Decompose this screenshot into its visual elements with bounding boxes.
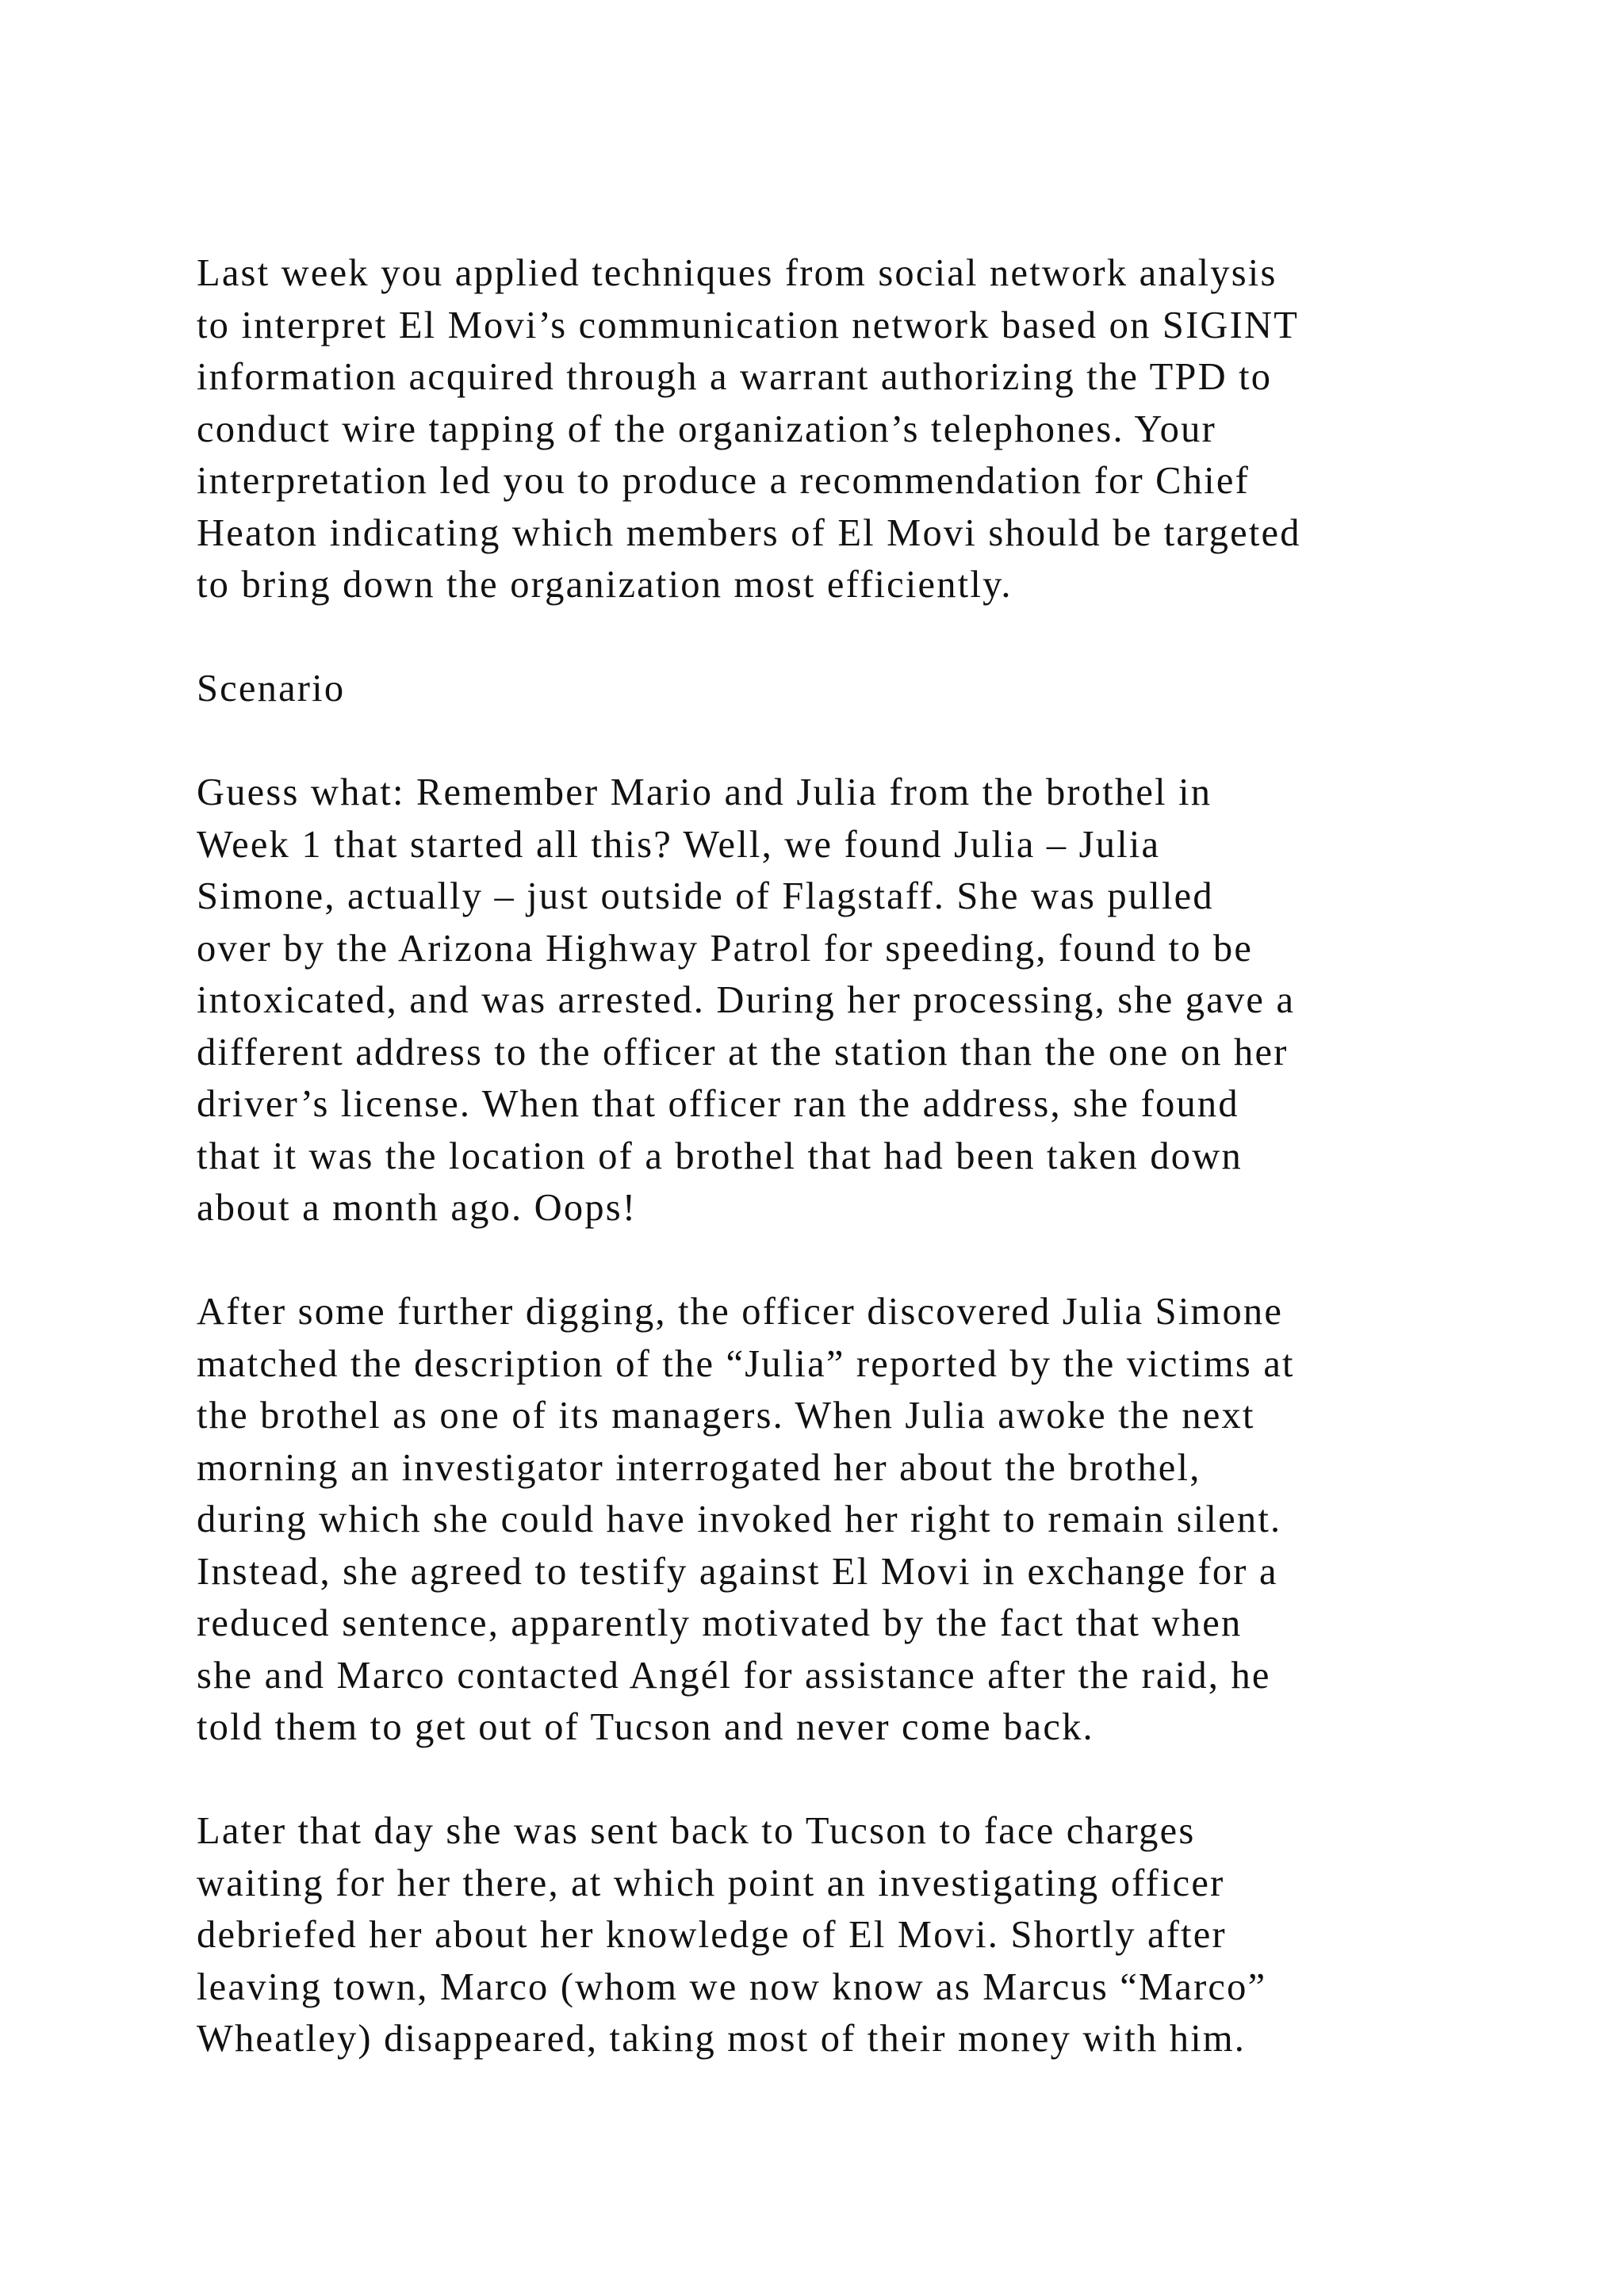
text-line: she and Marco contacted Angél for assistance after the raid, he [197,1654,1271,1697]
text-line: to bring down the organization most efficiently. [197,564,1013,606]
text-line: Guess what: Remember Mario and Julia from the brothel in [197,771,1212,813]
text-line: leaving town, Marco (whom we now know as Marcus “Marco” [197,1965,1267,2008]
text-line: different address to the officer at the station than the one on her [197,1031,1289,1073]
text-line: debriefed her about her knowledge of El Movi. Shortly after [197,1914,1227,1956]
text-line: to interpret El Movi’s communication network based on SIGINT [197,304,1300,346]
text-line: morning an investigator interrogated her about the brothel, [197,1446,1201,1489]
text-line: the brothel as one of its managers. When Julia awoke the next [197,1395,1255,1437]
section-heading-scenario [197,663,1465,715]
paragraph-debrief [197,1805,1465,2065]
text-line: that it was the location of a brothel that had been taken down [197,1135,1243,1177]
text-line: matched the description of the “Julia” reported by the victims at [197,1342,1295,1385]
text-line: intoxicated, and was arrested. During her processing, she gave a [197,979,1296,1021]
text-line: Last week you applied techniques from social network analysis [197,252,1277,294]
text-line: Week 1 that started all this? Well, we found Julia – Julia [197,823,1161,866]
text-line: Heaton indicating which members of El Movi should be targeted [197,511,1301,554]
text-line: Simone, actually – just outside of Flagstaff. She was pulled [197,875,1214,917]
text-line: After some further digging, the officer discovered Julia Simone [197,1291,1284,1333]
text-line: about a month ago. Oops! [197,1187,638,1229]
text-line: over by the Arizona Highway Patrol for speeding, found to be [197,927,1254,970]
text-line: during which she could have invoked her right to remain silent. [197,1498,1282,1540]
text-line: Instead, she agreed to testify against El Movi in exchange for a [197,1550,1278,1593]
text-line: Wheatley) disappeared, taking most of their money with him. [197,2018,1247,2060]
text-line: told them to get out of Tucson and never come back. [197,1706,1094,1748]
paragraph-intro [197,247,1465,611]
text-line: driver’s license. When that officer ran the address, she found [197,1083,1239,1125]
text-line: reduced sentence, apparently motivated by the fact that when [197,1602,1243,1644]
paragraph-julia-arrest [197,767,1465,1234]
text-line: waiting for her there, at which point an investigating officer [197,1862,1225,1904]
text-line: Scenario [197,668,346,710]
text-line: interpretation led you to produce a recommendation for Chief [197,460,1250,502]
text-line: Later that day she was sent back to Tucson to face charges [197,1810,1196,1852]
text-line: information acquired through a warrant authorizing the TPD to [197,356,1273,398]
text-line: conduct wire tapping of the organization’s telephones. Your [197,408,1216,450]
paragraph-julia-testimony [197,1286,1465,1754]
